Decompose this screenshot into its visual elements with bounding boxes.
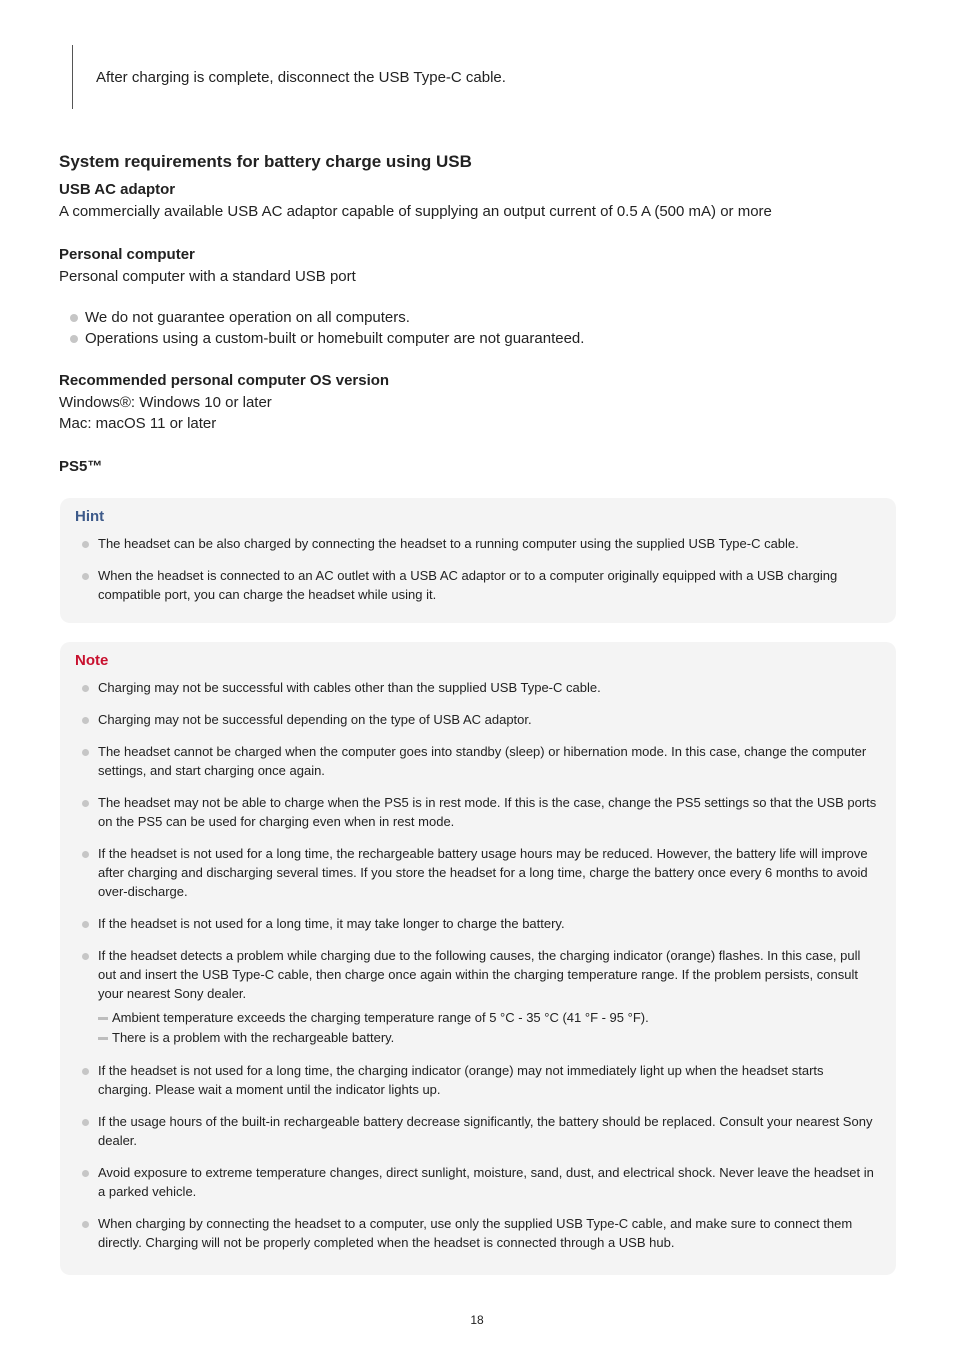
bullet-icon [82, 749, 89, 756]
bullet-icon [82, 921, 89, 928]
list-item [75, 710, 880, 729]
note-subitem-text: There is a problem with the rechargeable battery. [112, 1030, 395, 1045]
note-item-text: If the usage hours of the built-in rechargeable battery decrease significantly, the battery should be replaced. Consult your nearest Sony dealer. [98, 1114, 873, 1148]
bullet-icon [82, 953, 89, 960]
note-title: Note [75, 652, 109, 669]
list-item [75, 1061, 880, 1099]
bullet-icon [82, 1170, 89, 1177]
dash-icon [98, 1037, 108, 1040]
bullet-icon [82, 573, 89, 580]
note-item-text: If the headset is not used for a long time, the rechargeable battery usage hours may be reduced. However, the battery life will improve after charging and discharging several times. If you store the headset for a long time, charge the battery once every 6 months to avoid over-discharge. [98, 846, 868, 899]
personal-computer-bullets [70, 307, 584, 349]
page-number: 18 [470, 1313, 484, 1327]
ps5-heading: PS5™ [59, 458, 103, 475]
bullet-icon [82, 800, 89, 807]
note-item-text: If the headset detects a problem while charging due to the following causes, the charging indicator (orange) flashes. In this case, pull out and insert the USB Type-C cable, then charge once again within the charging temperature range. If the problem persists, consult your nearest Sony dealer. [98, 948, 861, 1001]
os-windows-text: Windows®: Windows 10 or later [59, 394, 272, 411]
list-item [75, 1214, 880, 1252]
os-version-heading: Recommended personal computer OS version [59, 372, 390, 389]
sub-list-item [98, 1008, 880, 1028]
list-item [75, 742, 880, 780]
personal-computer-heading: Personal computer [59, 246, 195, 263]
bullet-icon [82, 1068, 89, 1075]
note-list [75, 678, 880, 1252]
note-item-text: The headset cannot be charged when the computer goes into standby (sleep) or hibernation mode. In this case, change the computer settings, and start charging once again. [98, 744, 867, 778]
note-item-text: Charging may not be successful depending on the type of USB AC adaptor. [98, 712, 532, 727]
hint-item-text: The headset can be also charged by connecting the headset to a running computer using the supplied USB Type-C cable. [98, 536, 799, 551]
bullet-icon [82, 1119, 89, 1126]
bullet-icon [82, 685, 89, 692]
list-item [75, 793, 880, 831]
bullet-text: Operations using a custom-built or homebuilt computer are not guaranteed. [85, 330, 585, 347]
bullet-icon [82, 851, 89, 858]
note-sublist [98, 1008, 880, 1048]
bullet-icon [82, 1221, 89, 1228]
note-subitem-text: Ambient temperature exceeds the charging temperature range of 5 °C - 35 °C (41 °F - 95 °F). [112, 1010, 649, 1025]
note-item-text: If the headset is not used for a long time, it may take longer to charge the battery. [98, 916, 565, 931]
bullet-icon [82, 717, 89, 724]
os-mac-text: Mac: macOS 11 or later [59, 415, 217, 432]
note-item-text: The headset may not be able to charge when the PS5 is in rest mode. If this is the case, change the PS5 settings so that the USB ports on the PS5 can be used for charging even when in rest mode. [98, 795, 877, 829]
list-item [75, 1112, 880, 1150]
bullet-icon [70, 335, 78, 343]
note-item-text: If the headset is not used for a long time, the charging indicator (orange) may not immediately light up when the headset starts charging. Please wait a moment until the indicator lights up. [98, 1063, 824, 1097]
hint-panel [60, 498, 896, 623]
hint-list [75, 534, 880, 604]
dash-icon [98, 1017, 108, 1020]
bullet-text: We do not guarantee operation on all computers. [85, 309, 410, 326]
usb-ac-adaptor-text: A commercially available USB AC adaptor capable of supplying an output current of 0.5 A (500 mA) or more [59, 203, 772, 220]
list-item [75, 844, 880, 901]
note-item-text: When charging by connecting the headset to a computer, use only the supplied USB Type-C cable, and make sure to connect them directly. Charging will not be properly completed when the headset is connected through a USB hub. [98, 1216, 853, 1250]
list-item [75, 914, 880, 933]
section-title: System requirements for battery charge using USB [59, 152, 472, 171]
bullet-icon [82, 541, 89, 548]
list-item [75, 678, 880, 697]
personal-computer-text: Personal computer with a standard USB port [59, 268, 356, 285]
list-item [75, 946, 880, 1048]
list-item [75, 1163, 880, 1201]
list-item [75, 566, 880, 604]
hint-item-text: When the headset is connected to an AC outlet with a USB AC adaptor or to a computer originally equipped with a USB charging compatible port, you can charge the headset while using it. [98, 568, 838, 602]
hint-title: Hint [75, 508, 105, 525]
sub-list-item [98, 1028, 880, 1048]
bullet-icon [70, 314, 78, 322]
step-box-text: After charging is complete, disconnect the USB Type-C cable. [96, 69, 506, 86]
note-item-text: Charging may not be successful with cables other than the supplied USB Type-C cable. [98, 680, 601, 695]
step-box [72, 45, 673, 109]
list-item [70, 328, 584, 349]
note-panel [60, 642, 896, 1275]
usb-ac-adaptor-heading: USB AC adaptor [59, 181, 176, 198]
list-item [75, 534, 880, 553]
list-item [70, 307, 584, 328]
note-item-text: Avoid exposure to extreme temperature changes, direct sunlight, moisture, sand, dust, and electrical shock. Never leave the headset in a parked vehicle. [98, 1165, 874, 1199]
